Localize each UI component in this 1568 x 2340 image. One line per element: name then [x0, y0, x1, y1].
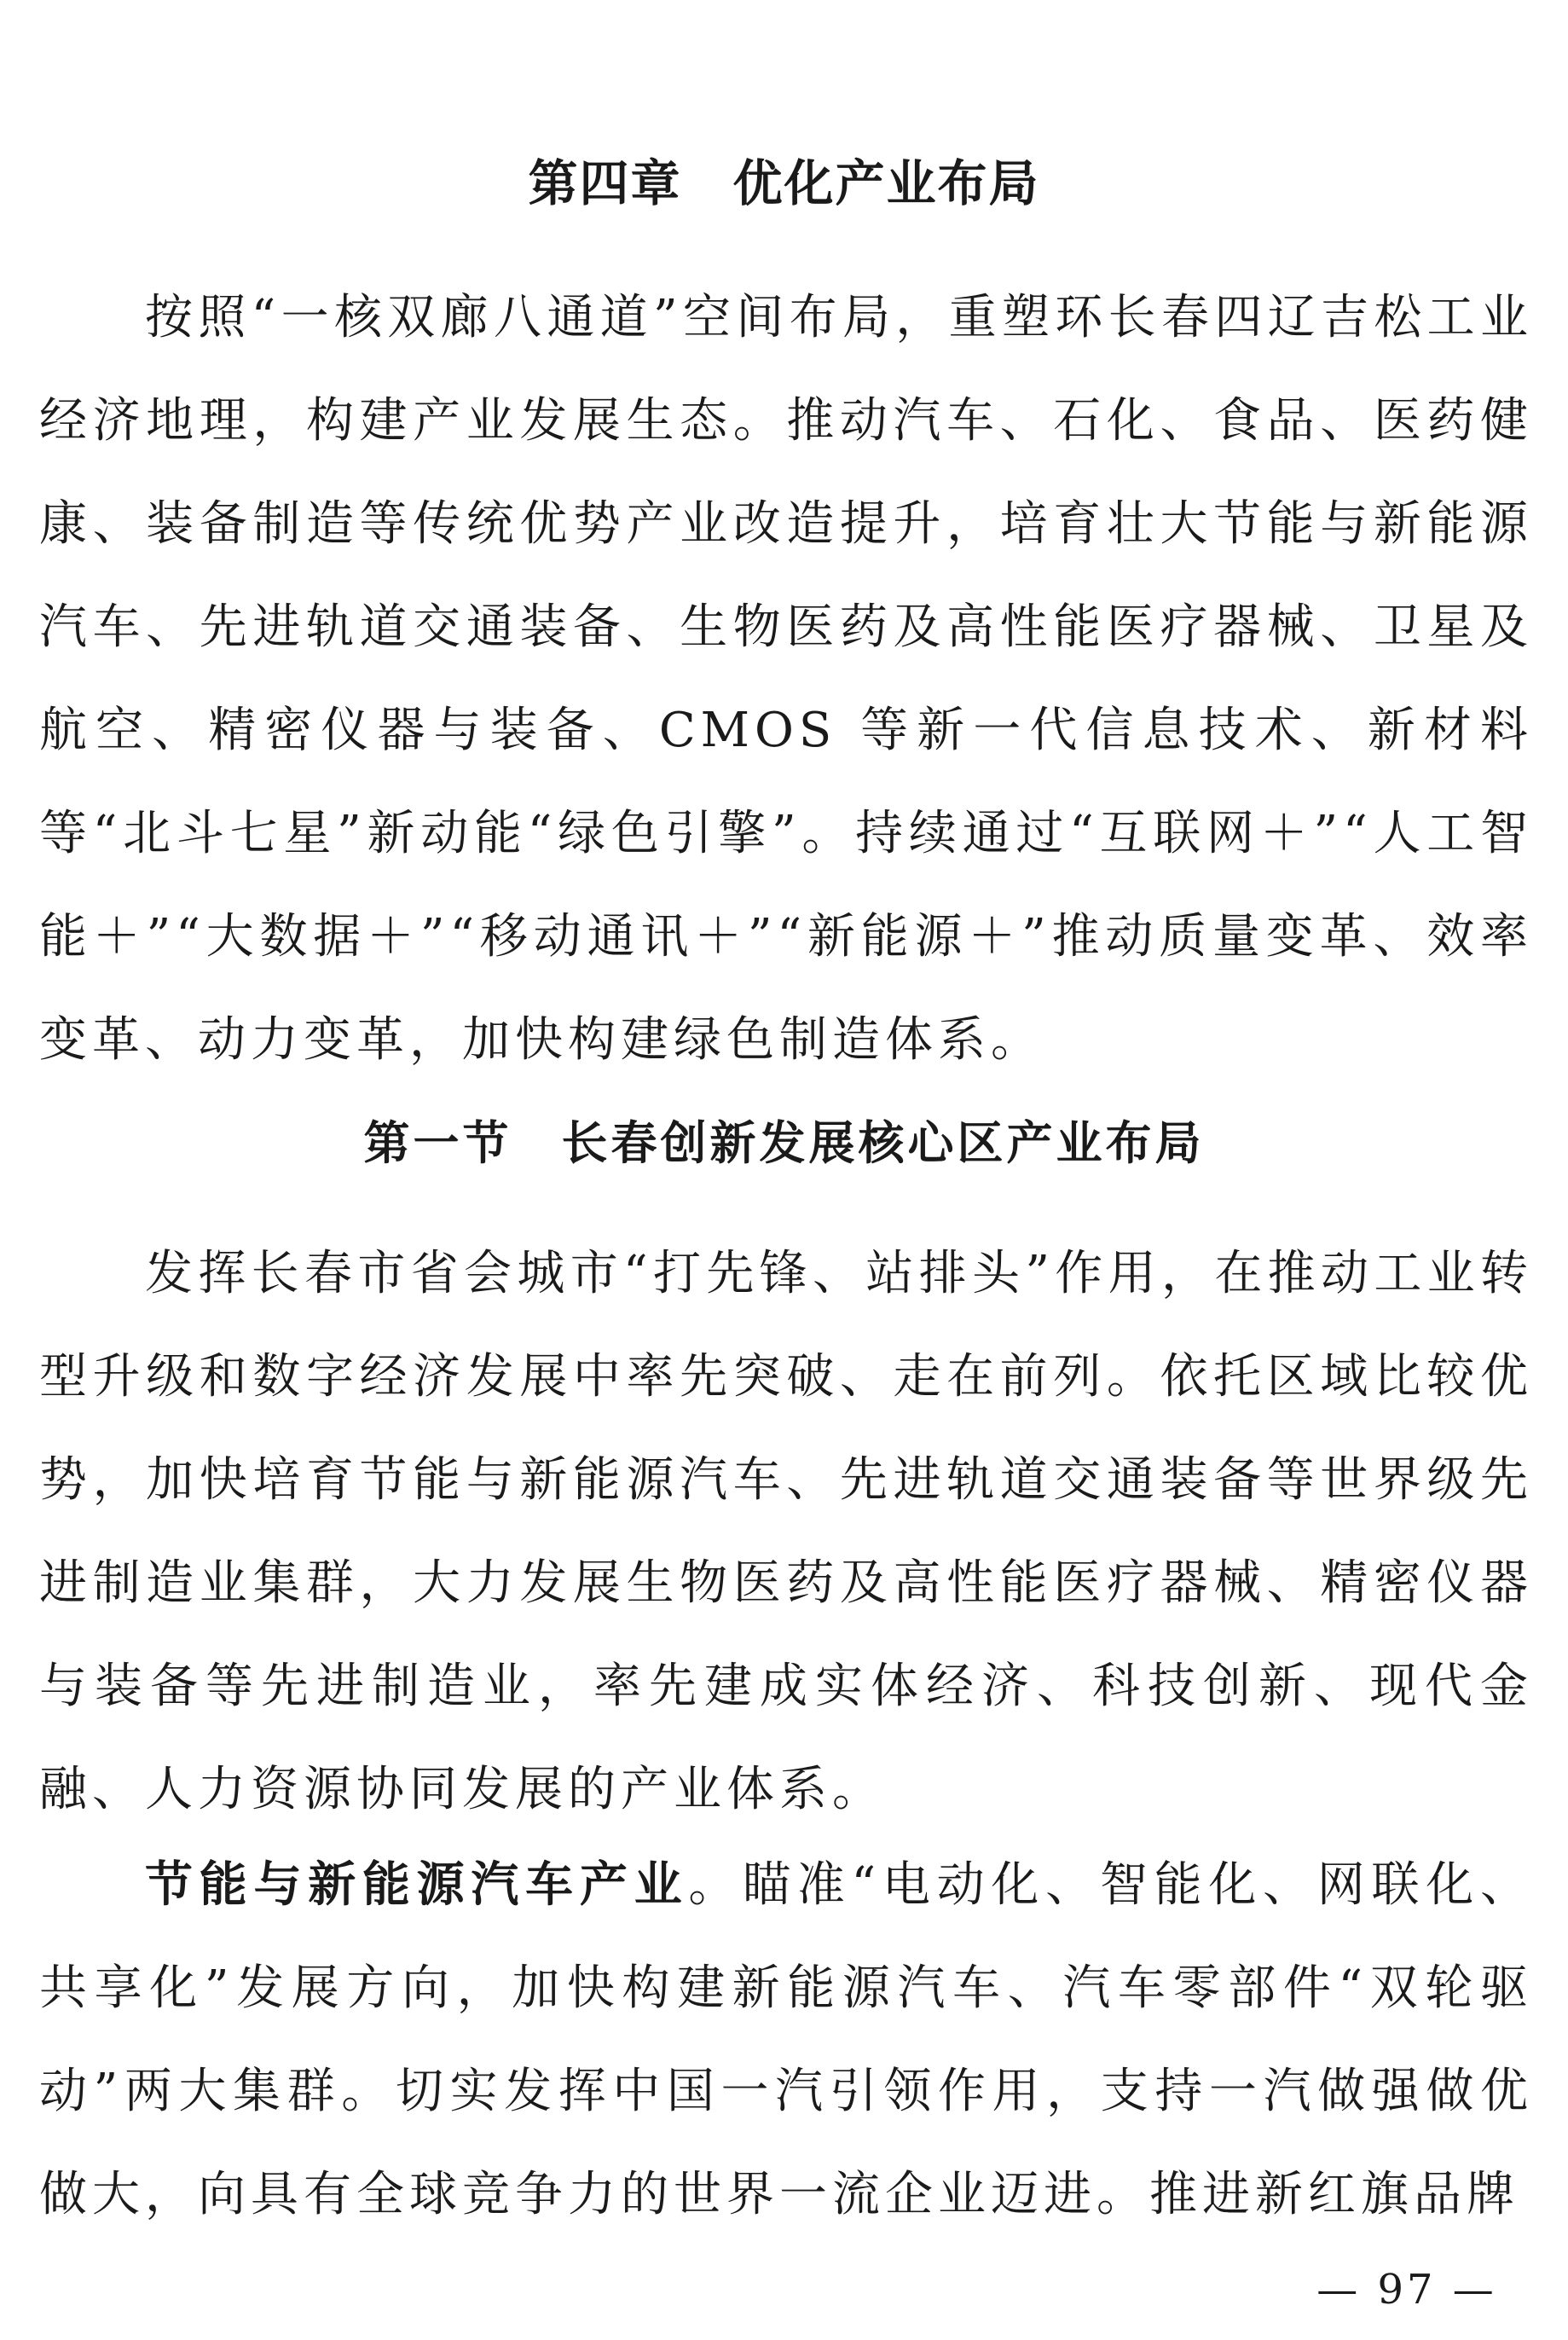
auto-industry-lead: 节能与新能源汽车产业: [145, 1857, 689, 1913]
section-title: 第一节 长春创新发展核心区产业布局: [363, 1115, 1205, 1170]
auto-industry-paragraph: [39, 1833, 1533, 2246]
chapter-title: 第四章 优化产业布局: [528, 154, 1040, 212]
page-number: — 97 —: [1316, 2266, 1497, 2314]
section-intro-paragraph: 发挥长春市省会城市“打先锋、站排头”作用，在推动工业转型升级和数字经济发展中率先突破、走在前列。依托区域比较优势，加快培育节能与新能源汽车、先进轨道交通装备等世界级先进制造业集群，大力发展生物医药及高性能医疗器械、精密仪器与装备等先进制造业，率先建成实体经济、科技创新、现代金融、人力资源协同发展的产业体系。: [39, 1246, 1533, 1817]
auto-industry-body: 。瞄准“电动化、智能化、网联化、共享化”发展方向，加快构建新能源汽车、汽车零部件“双轮驱动”两大集群。切实发挥中国一汽引领作用，支持一汽做强做优做大，向具有全球竞争力的世界一流企业迈进。推进新红旗品牌: [39, 1857, 1533, 2222]
chapter-intro-paragraph: 按照“一核双廊八通道”空间布局，重塑环长春四辽吉松工业经济地理，构建产业发展生态。推动汽车、石化、食品、医药健康、装备制造等传统优势产业改造提升，培育壮大节能与新能源汽车、先进轨道交通装备、生物医药及高性能医疗器械、卫星及航空、精密仪器与装备、CMOS 等新一代信息技术、新材料等“北斗七星”新动能“绿色引擎”。持续通过“互联网＋”“人工智能＋”“大数据＋”“移动通讯＋”“新能源＋”推动质量变革、效率变革、动力变革，加快构建绿色制造体系。: [39, 290, 1533, 1068]
